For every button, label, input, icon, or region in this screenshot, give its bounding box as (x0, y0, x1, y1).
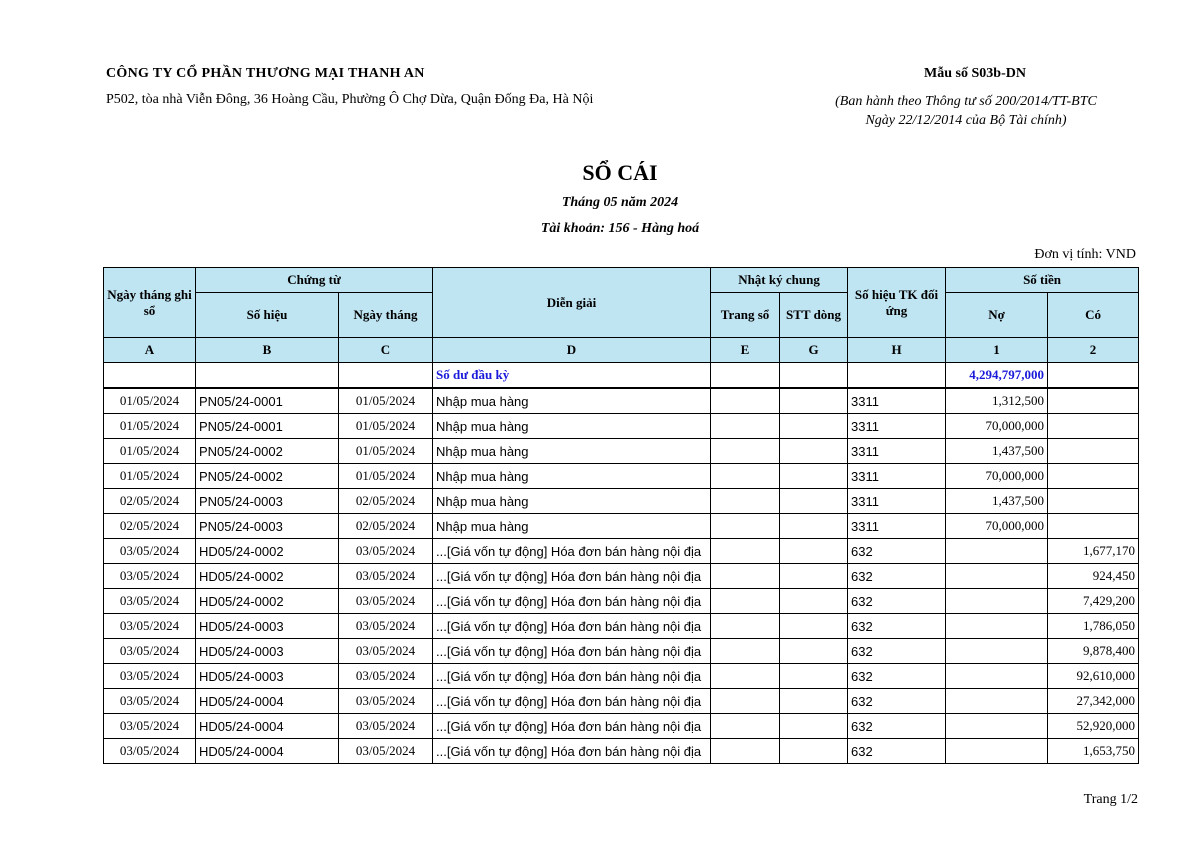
row-debit (946, 564, 1048, 589)
row-journal-line (780, 489, 848, 514)
col-voucher-date: Ngày tháng (339, 293, 433, 338)
form-issued-line-1: (Ban hành theo Thông tư số 200/2014/TT-BTC (835, 94, 1097, 109)
ledger-row (104, 639, 1139, 664)
row-date: 01/05/2024 (104, 439, 196, 464)
row-voucher-no: HD05/24-0002 (196, 589, 339, 614)
row-description: Nhập mua hàng (433, 514, 711, 539)
col-letter-h: H (848, 338, 946, 363)
col-contra-account: Số hiệu TK đối ứng (848, 268, 946, 338)
ledger-row (104, 464, 1139, 489)
row-journal-line (780, 664, 848, 689)
ledger-row (104, 689, 1139, 714)
row-description: ...[Giá vốn tự động] Hóa đơn bán hàng nội địa (433, 564, 711, 589)
row-voucher-date: 03/05/2024 (339, 564, 433, 589)
row-voucher-no: PN05/24-0003 (196, 489, 339, 514)
col-date-recorded: Ngày tháng ghi sổ (104, 268, 196, 338)
ledger-row (104, 614, 1139, 639)
row-voucher-no: PN05/24-0001 (196, 388, 339, 414)
row-contra-account: 632 (848, 689, 946, 714)
ledger-table (103, 267, 1139, 764)
row-debit (946, 589, 1048, 614)
row-journal-line (780, 464, 848, 489)
row-voucher-date: 03/05/2024 (339, 614, 433, 639)
opening-acc-cell (848, 363, 946, 389)
row-description: ...[Giá vốn tự động] Hóa đơn bán hàng nội địa (433, 539, 711, 564)
row-credit (1048, 464, 1139, 489)
row-contra-account: 3311 (848, 514, 946, 539)
row-journal-page (711, 388, 780, 414)
col-description: Diễn giải (433, 268, 711, 338)
row-voucher-date: 01/05/2024 (339, 414, 433, 439)
ledger-row (104, 388, 1139, 414)
col-voucher-no: Số hiệu (196, 293, 339, 338)
row-voucher-date: 01/05/2024 (339, 464, 433, 489)
row-journal-page (711, 464, 780, 489)
company-name: CÔNG TY CỔ PHẦN THƯƠNG MẠI THANH AN (106, 66, 425, 81)
row-voucher-date: 03/05/2024 (339, 739, 433, 764)
opening-date-cell (104, 363, 196, 389)
row-journal-page (711, 489, 780, 514)
row-description: ...[Giá vốn tự động] Hóa đơn bán hàng nội địa (433, 664, 711, 689)
row-voucher-date: 01/05/2024 (339, 388, 433, 414)
opening-page-cell (711, 363, 780, 389)
row-credit: 1,677,170 (1048, 539, 1139, 564)
row-credit: 92,610,000 (1048, 664, 1139, 689)
row-voucher-no: HD05/24-0004 (196, 714, 339, 739)
document-account: Tài khoản: 156 - Hàng hoá (540, 221, 700, 236)
row-date: 02/05/2024 (104, 514, 196, 539)
row-description: ...[Giá vốn tự động] Hóa đơn bán hàng nội địa (433, 589, 711, 614)
row-journal-page (711, 614, 780, 639)
row-credit (1048, 388, 1139, 414)
row-journal-page (711, 639, 780, 664)
row-debit: 70,000,000 (946, 514, 1048, 539)
row-journal-page (711, 414, 780, 439)
row-journal-line (780, 639, 848, 664)
opening-line-cell (780, 363, 848, 389)
ledger-row (104, 539, 1139, 564)
col-letter-b: B (196, 338, 339, 363)
ledger-row (104, 564, 1139, 589)
col-amount-group: Số tiền (946, 268, 1139, 293)
row-description: Nhập mua hàng (433, 414, 711, 439)
row-journal-line (780, 539, 848, 564)
row-journal-line (780, 714, 848, 739)
row-voucher-date: 03/05/2024 (339, 539, 433, 564)
ledger-row (104, 514, 1139, 539)
ledger-row (104, 739, 1139, 764)
row-debit: 1,437,500 (946, 439, 1048, 464)
row-credit (1048, 489, 1139, 514)
row-credit (1048, 414, 1139, 439)
row-description: Nhập mua hàng (433, 489, 711, 514)
row-date: 03/05/2024 (104, 539, 196, 564)
row-date: 01/05/2024 (104, 388, 196, 414)
row-journal-line (780, 739, 848, 764)
ledger-row (104, 664, 1139, 689)
page-number: Trang 1/2 (1083, 792, 1138, 807)
row-debit (946, 664, 1048, 689)
row-description: Nhập mua hàng (433, 464, 711, 489)
row-contra-account: 632 (848, 589, 946, 614)
row-journal-line (780, 414, 848, 439)
row-journal-line (780, 388, 848, 414)
row-journal-page (711, 439, 780, 464)
row-contra-account: 632 (848, 739, 946, 764)
document-title: SỔ CÁI (582, 160, 658, 185)
row-debit: 70,000,000 (946, 464, 1048, 489)
row-journal-line (780, 564, 848, 589)
row-description: Nhập mua hàng (433, 439, 711, 464)
opening-balance-label: Số dư đầu kỳ (433, 363, 711, 389)
row-date: 02/05/2024 (104, 489, 196, 514)
col-letter-2: 2 (1048, 338, 1139, 363)
row-date: 03/05/2024 (104, 614, 196, 639)
row-voucher-date: 03/05/2024 (339, 589, 433, 614)
row-credit (1048, 514, 1139, 539)
row-voucher-date: 03/05/2024 (339, 689, 433, 714)
row-voucher-date: 02/05/2024 (339, 489, 433, 514)
col-journal-page: Trang sổ (711, 293, 780, 338)
col-journal-group: Nhật ký chung (711, 268, 848, 293)
row-credit: 7,429,200 (1048, 589, 1139, 614)
row-voucher-no: HD05/24-0003 (196, 664, 339, 689)
row-debit (946, 614, 1048, 639)
row-voucher-no: HD05/24-0003 (196, 639, 339, 664)
row-credit: 52,920,000 (1048, 714, 1139, 739)
row-description: Nhập mua hàng (433, 388, 711, 414)
row-contra-account: 632 (848, 714, 946, 739)
row-contra-account: 632 (848, 614, 946, 639)
opening-balance-row (104, 363, 1139, 389)
row-contra-account: 632 (848, 664, 946, 689)
row-contra-account: 3311 (848, 489, 946, 514)
row-journal-page (711, 714, 780, 739)
row-date: 03/05/2024 (104, 689, 196, 714)
row-journal-page (711, 564, 780, 589)
row-description: ...[Giá vốn tự động] Hóa đơn bán hàng nội địa (433, 614, 711, 639)
row-debit (946, 639, 1048, 664)
row-debit (946, 689, 1048, 714)
row-voucher-date: 03/05/2024 (339, 664, 433, 689)
row-credit: 924,450 (1048, 564, 1139, 589)
row-journal-line (780, 589, 848, 614)
document-period: Tháng 05 năm 2024 (561, 195, 679, 210)
ledger-row (104, 489, 1139, 514)
row-journal-page (711, 539, 780, 564)
opening-no-cell (196, 363, 339, 389)
col-journal-line: STT dòng (780, 293, 848, 338)
row-contra-account: 3311 (848, 414, 946, 439)
form-issued-line-2: Ngày 22/12/2014 của Bộ Tài chính) (865, 113, 1067, 128)
row-journal-page (711, 664, 780, 689)
form-issued-note (780, 92, 1152, 130)
row-voucher-no: HD05/24-0002 (196, 539, 339, 564)
row-contra-account: 632 (848, 539, 946, 564)
row-journal-page (711, 514, 780, 539)
row-voucher-no: HD05/24-0004 (196, 739, 339, 764)
row-voucher-no: HD05/24-0002 (196, 564, 339, 589)
row-credit: 1,786,050 (1048, 614, 1139, 639)
row-date: 03/05/2024 (104, 664, 196, 689)
row-journal-page (711, 689, 780, 714)
row-voucher-no: PN05/24-0002 (196, 439, 339, 464)
row-journal-line (780, 439, 848, 464)
row-voucher-date: 02/05/2024 (339, 514, 433, 539)
col-letter-e: E (711, 338, 780, 363)
row-voucher-no: PN05/24-0001 (196, 414, 339, 439)
row-credit: 1,653,750 (1048, 739, 1139, 764)
row-journal-page (711, 739, 780, 764)
row-contra-account: 632 (848, 564, 946, 589)
row-date: 01/05/2024 (104, 464, 196, 489)
col-letter-a: A (104, 338, 196, 363)
row-voucher-no: HD05/24-0003 (196, 614, 339, 639)
row-debit (946, 714, 1048, 739)
row-description: ...[Giá vốn tự động] Hóa đơn bán hàng nội địa (433, 714, 711, 739)
row-voucher-date: 03/05/2024 (339, 714, 433, 739)
ledger-row (104, 439, 1139, 464)
row-voucher-date: 03/05/2024 (339, 639, 433, 664)
col-voucher-group: Chứng từ (196, 268, 433, 293)
row-date: 03/05/2024 (104, 639, 196, 664)
row-contra-account: 3311 (848, 464, 946, 489)
form-code: Mẫu số S03b-DN (924, 66, 1026, 81)
row-contra-account: 632 (848, 639, 946, 664)
row-journal-line (780, 514, 848, 539)
row-contra-account: 3311 (848, 439, 946, 464)
row-date: 01/05/2024 (104, 414, 196, 439)
row-voucher-no: HD05/24-0004 (196, 689, 339, 714)
row-description: ...[Giá vốn tự động] Hóa đơn bán hàng nội địa (433, 739, 711, 764)
opening-credit-cell (1048, 363, 1139, 389)
row-description: ...[Giá vốn tự động] Hóa đơn bán hàng nội địa (433, 689, 711, 714)
row-voucher-date: 01/05/2024 (339, 439, 433, 464)
row-credit (1048, 439, 1139, 464)
ledger-row (104, 589, 1139, 614)
row-voucher-no: PN05/24-0003 (196, 514, 339, 539)
row-date: 03/05/2024 (104, 714, 196, 739)
row-contra-account: 3311 (848, 388, 946, 414)
company-address: P502, tòa nhà Viễn Đông, 36 Hoàng Cầu, Phường Ô Chợ Dừa, Quận Đống Đa, Hà Nội (106, 92, 594, 107)
row-date: 03/05/2024 (104, 589, 196, 614)
col-letter-d: D (433, 338, 711, 363)
row-credit: 9,878,400 (1048, 639, 1139, 664)
row-date: 03/05/2024 (104, 564, 196, 589)
row-debit: 1,312,500 (946, 388, 1048, 414)
col-letter-c: C (339, 338, 433, 363)
col-letter-1: 1 (946, 338, 1048, 363)
col-debit: Nợ (946, 293, 1048, 338)
row-description: ...[Giá vốn tự động] Hóa đơn bán hàng nội địa (433, 639, 711, 664)
ledger-row (104, 714, 1139, 739)
row-debit: 1,437,500 (946, 489, 1048, 514)
currency-unit: Đơn vị tính: VND (1034, 247, 1136, 262)
row-journal-line (780, 614, 848, 639)
row-debit (946, 739, 1048, 764)
ledger-row (104, 414, 1139, 439)
row-date: 03/05/2024 (104, 739, 196, 764)
row-voucher-no: PN05/24-0002 (196, 464, 339, 489)
col-credit: Có (1048, 293, 1139, 338)
row-journal-page (711, 589, 780, 614)
row-credit: 27,342,000 (1048, 689, 1139, 714)
opening-balance-debit: 4,294,797,000 (946, 363, 1048, 389)
row-debit (946, 539, 1048, 564)
row-debit: 70,000,000 (946, 414, 1048, 439)
col-letter-g: G (780, 338, 848, 363)
row-journal-line (780, 689, 848, 714)
opening-vdate-cell (339, 363, 433, 389)
